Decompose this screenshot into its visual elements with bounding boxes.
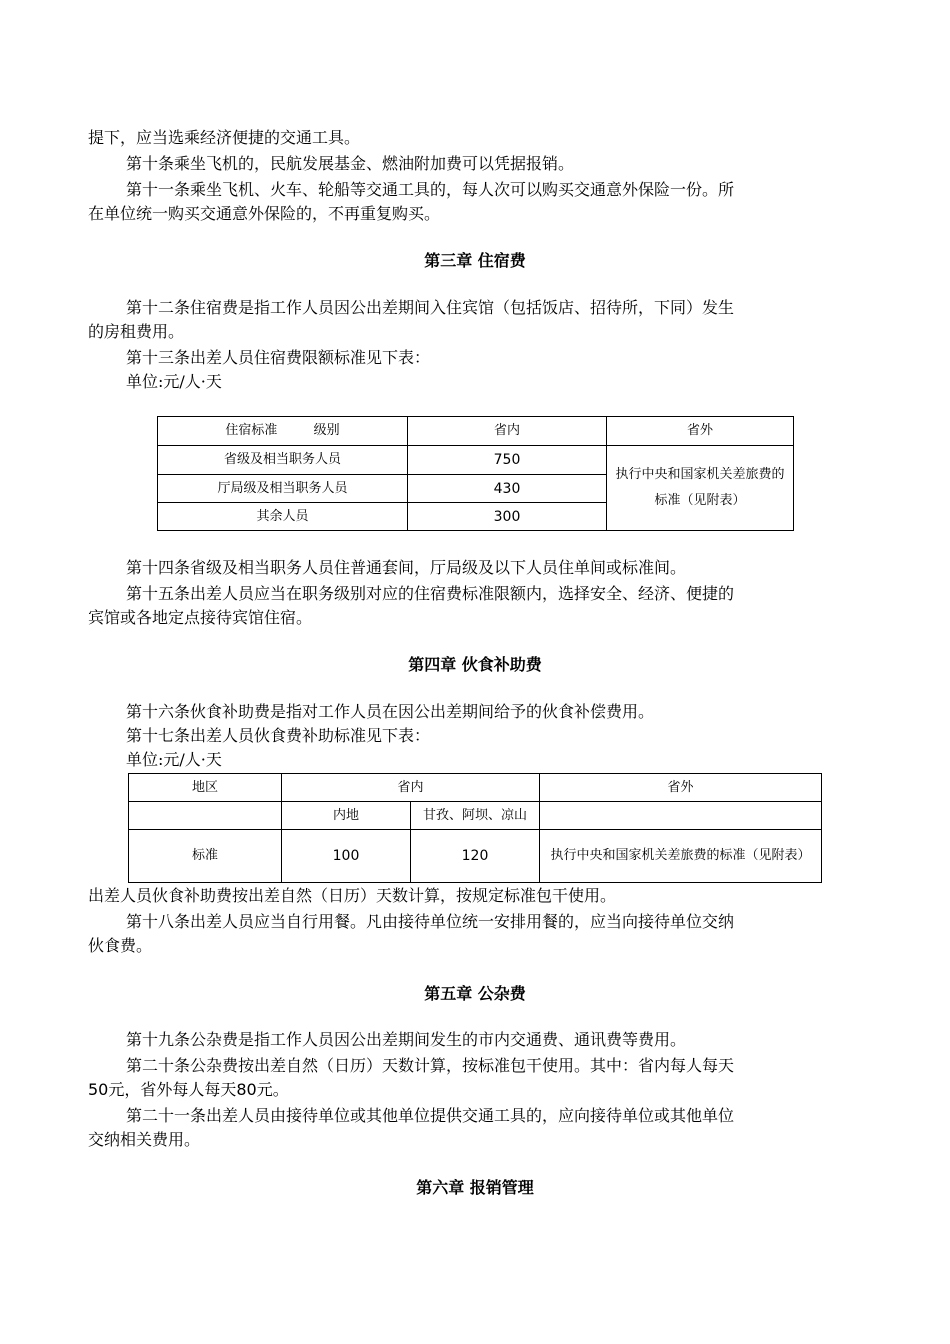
empty-cell — [540, 802, 822, 830]
lodging-standard-table — [157, 416, 794, 531]
meal-allowance-table — [128, 773, 822, 883]
row-label: 其余人员 — [158, 503, 408, 531]
paragraph: 的房租费用。 — [88, 322, 185, 341]
header-cell: 省内 — [408, 417, 607, 446]
paragraph: 第十七条出差人员伙食费补助标准见下表： — [126, 726, 431, 745]
header-cell: 省外 — [607, 417, 794, 446]
paragraph: 第十二条住宿费是指工作人员因公出差期间入住宾馆（包括饭店、招待所，下同）发生 — [126, 298, 735, 317]
paragraph: 第十九条公杂费是指工作人员因公出差期间发生的市内交通费、通讯费等费用。 — [126, 1030, 687, 1049]
empty-cell — [129, 802, 282, 830]
header-cell: 省内 — [282, 774, 540, 802]
paragraph: 第十条乘坐飞机的，民航发展基金、燃油附加费可以凭据报销。 — [126, 154, 575, 173]
paragraph: 第二十条公杂费按出差自然（日历）天数计算，按标准包干使用。其中：省内每人每天 — [126, 1056, 735, 1075]
header-label: 级别 — [313, 423, 340, 438]
amount-value: 50 — [88, 1080, 109, 1099]
header-label: 住宿标准 — [225, 423, 278, 438]
paragraph: 第十一条乘坐飞机、火车、轮船等交通工具的，每人次可以购买交通意外保险一份。所 — [126, 180, 735, 199]
amount-value: 80 — [236, 1080, 257, 1099]
chapter-heading: 第六章 报销管理 — [416, 1178, 534, 1197]
row-value: 300 — [408, 503, 607, 531]
chapter-heading: 第三章 住宿费 — [424, 251, 526, 270]
paragraph: 交纳相关费用。 — [88, 1130, 201, 1149]
row-value: 120 — [411, 830, 540, 883]
unit-label: 单位:元/人·天 — [126, 372, 222, 391]
row-label: 标准 — [129, 830, 282, 883]
text-span: 元。 — [256, 1080, 289, 1099]
unit-label: 单位:元/人·天 — [126, 750, 222, 769]
row-value: 750 — [408, 446, 607, 475]
row-label: 省级及相当职务人员 — [158, 446, 408, 475]
chapter-heading: 第四章 伙食补助费 — [408, 655, 542, 674]
header-cell — [158, 417, 408, 446]
header-cell: 省外 — [540, 774, 822, 802]
paragraph — [88, 1078, 858, 1102]
subheader-cell: 内地 — [282, 802, 411, 830]
outside-note: 执行中央和国家机关差旅费的标准（见附表） — [607, 446, 794, 531]
paragraph: 第十六条伙食补助费是指对工作人员在因公出差期间给予的伙食补偿费用。 — [126, 702, 655, 721]
chapter-heading: 第五章 公杂费 — [424, 984, 526, 1003]
paragraph: 伙食费。 — [88, 936, 153, 955]
paragraph: 提下，应当选乘经济便捷的交通工具。 — [88, 128, 361, 147]
paragraph: 出差人员伙食补助费按出差自然（日历）天数计算，按规定标准包干使用。 — [88, 886, 617, 905]
row-value: 100 — [282, 830, 411, 883]
outside-note: 执行中央和国家机关差旅费的标准（见附表） — [540, 830, 822, 883]
paragraph: 第二十一条出差人员由接待单位或其他单位提供交通工具的，应向接待单位或其他单位 — [126, 1106, 735, 1125]
header-cell: 地区 — [129, 774, 282, 802]
paragraph: 宾馆或各地定点接待宾馆住宿。 — [88, 608, 313, 627]
row-label: 厅局级及相当职务人员 — [158, 475, 408, 503]
subheader-cell: 甘孜、阿坝、凉山 — [411, 802, 540, 830]
paragraph: 第十四条省级及相当职务人员住普通套间，厅局级及以下人员住单间或标准间。 — [126, 558, 687, 577]
paragraph: 第十五条出差人员应当在职务级别对应的住宿费标准限额内，选择安全、经济、便捷的 — [126, 584, 735, 603]
paragraph: 第十八条出差人员应当自行用餐。凡由接待单位统一安排用餐的，应当向接待单位交纳 — [126, 912, 735, 931]
paragraph: 在单位统一购买交通意外保险的，不再重复购买。 — [88, 204, 441, 223]
row-value: 430 — [408, 475, 607, 503]
text-span: 元，省外每人每天 — [108, 1080, 237, 1099]
paragraph: 第十三条出差人员住宿费限额标准见下表： — [126, 348, 431, 367]
